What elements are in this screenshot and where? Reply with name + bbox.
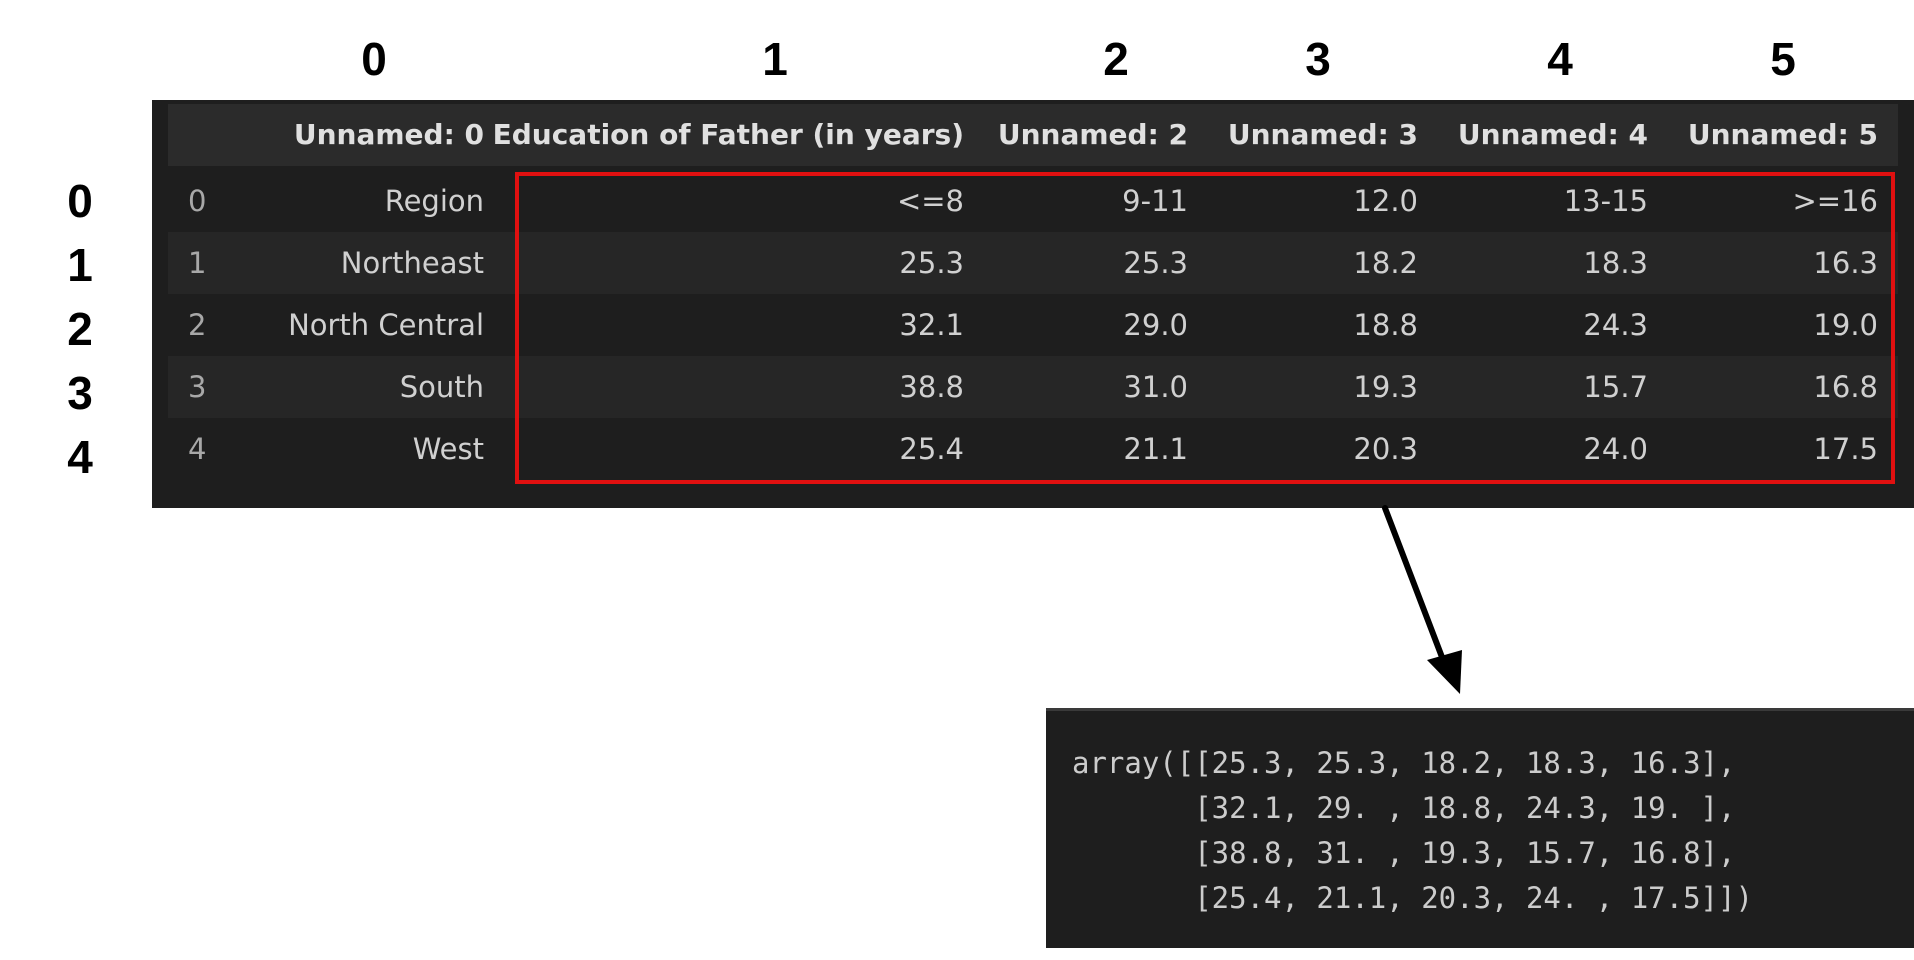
table-cell: South bbox=[399, 370, 484, 404]
column-index-label: 4 bbox=[1547, 33, 1573, 85]
array-output-panel bbox=[1046, 708, 1914, 948]
column-index-label: 0 bbox=[361, 33, 387, 85]
table-cell: 19.0 bbox=[1813, 308, 1878, 342]
header-cell: Unnamed: 5 bbox=[1687, 118, 1878, 151]
table-cell: >=16 bbox=[1792, 184, 1878, 218]
row-index-cell: 3 bbox=[188, 370, 207, 404]
header-cell: Education of Father (in years) bbox=[492, 118, 964, 151]
row-index-cell: 0 bbox=[188, 184, 207, 218]
table-cell: North Central bbox=[288, 308, 484, 342]
table-cell: 13-15 bbox=[1563, 184, 1648, 218]
row-index-label: 0 bbox=[67, 175, 93, 227]
table-cell: West bbox=[412, 432, 484, 466]
table-cell: 25.3 bbox=[1123, 246, 1188, 280]
table-cell: 32.1 bbox=[899, 308, 964, 342]
arrow-head bbox=[1427, 650, 1462, 694]
header-cell: Unnamed: 0 bbox=[293, 118, 484, 151]
table-cell: 25.3 bbox=[899, 246, 964, 280]
row-index-cell: 2 bbox=[188, 308, 207, 342]
row-index-label: 3 bbox=[67, 367, 93, 419]
table-cell: 15.7 bbox=[1583, 370, 1648, 404]
table-cell: 9-11 bbox=[1122, 184, 1188, 218]
column-index-label: 3 bbox=[1305, 33, 1331, 85]
header-cell: Unnamed: 2 bbox=[997, 118, 1188, 151]
table-cell: 12.0 bbox=[1353, 184, 1418, 218]
table-cell: 20.3 bbox=[1353, 432, 1418, 466]
table-cell: 24.3 bbox=[1583, 308, 1648, 342]
table-cell: 31.0 bbox=[1123, 370, 1188, 404]
table-cell: 19.3 bbox=[1353, 370, 1418, 404]
header-cell: Unnamed: 4 bbox=[1457, 118, 1648, 151]
table-cell: Northeast bbox=[340, 246, 484, 280]
column-index-label: 1 bbox=[762, 33, 788, 85]
table-cell: 17.5 bbox=[1813, 432, 1878, 466]
column-index-label: 2 bbox=[1103, 33, 1129, 85]
table-cell: 18.8 bbox=[1353, 308, 1418, 342]
array-output-text: array([[25.3, 25.3, 18.2, 18.3, 16.3], [32.1, 29. , 18.8, 24.3, 19. ], [38.8, 31. , 19.3, 15.7, 16.8], [25.4, 21.1, 20.3, 24. , 17.5]]) bbox=[1072, 746, 1753, 915]
table-cell: 18.3 bbox=[1583, 246, 1648, 280]
table-cell: 38.8 bbox=[899, 370, 964, 404]
row-index-cell: 4 bbox=[188, 432, 207, 466]
table-cell: 16.3 bbox=[1813, 246, 1878, 280]
arrow-shaft bbox=[1385, 508, 1445, 665]
table-cell: 29.0 bbox=[1123, 308, 1188, 342]
table-cell: <=8 bbox=[896, 184, 964, 218]
header-cell: Unnamed: 3 bbox=[1227, 118, 1418, 151]
table-cell: 24.0 bbox=[1583, 432, 1648, 466]
row-index-cell: 1 bbox=[188, 246, 207, 280]
table-cell: 21.1 bbox=[1123, 432, 1188, 466]
row-index-label: 1 bbox=[67, 239, 93, 291]
row-index-label: 2 bbox=[67, 303, 93, 355]
column-index-label: 5 bbox=[1770, 33, 1796, 85]
row-index-label: 4 bbox=[67, 431, 93, 483]
table-cell: 16.8 bbox=[1813, 370, 1878, 404]
table-cell: Region bbox=[384, 184, 484, 218]
table-cell: 25.4 bbox=[899, 432, 964, 466]
table-cell: 18.2 bbox=[1353, 246, 1418, 280]
